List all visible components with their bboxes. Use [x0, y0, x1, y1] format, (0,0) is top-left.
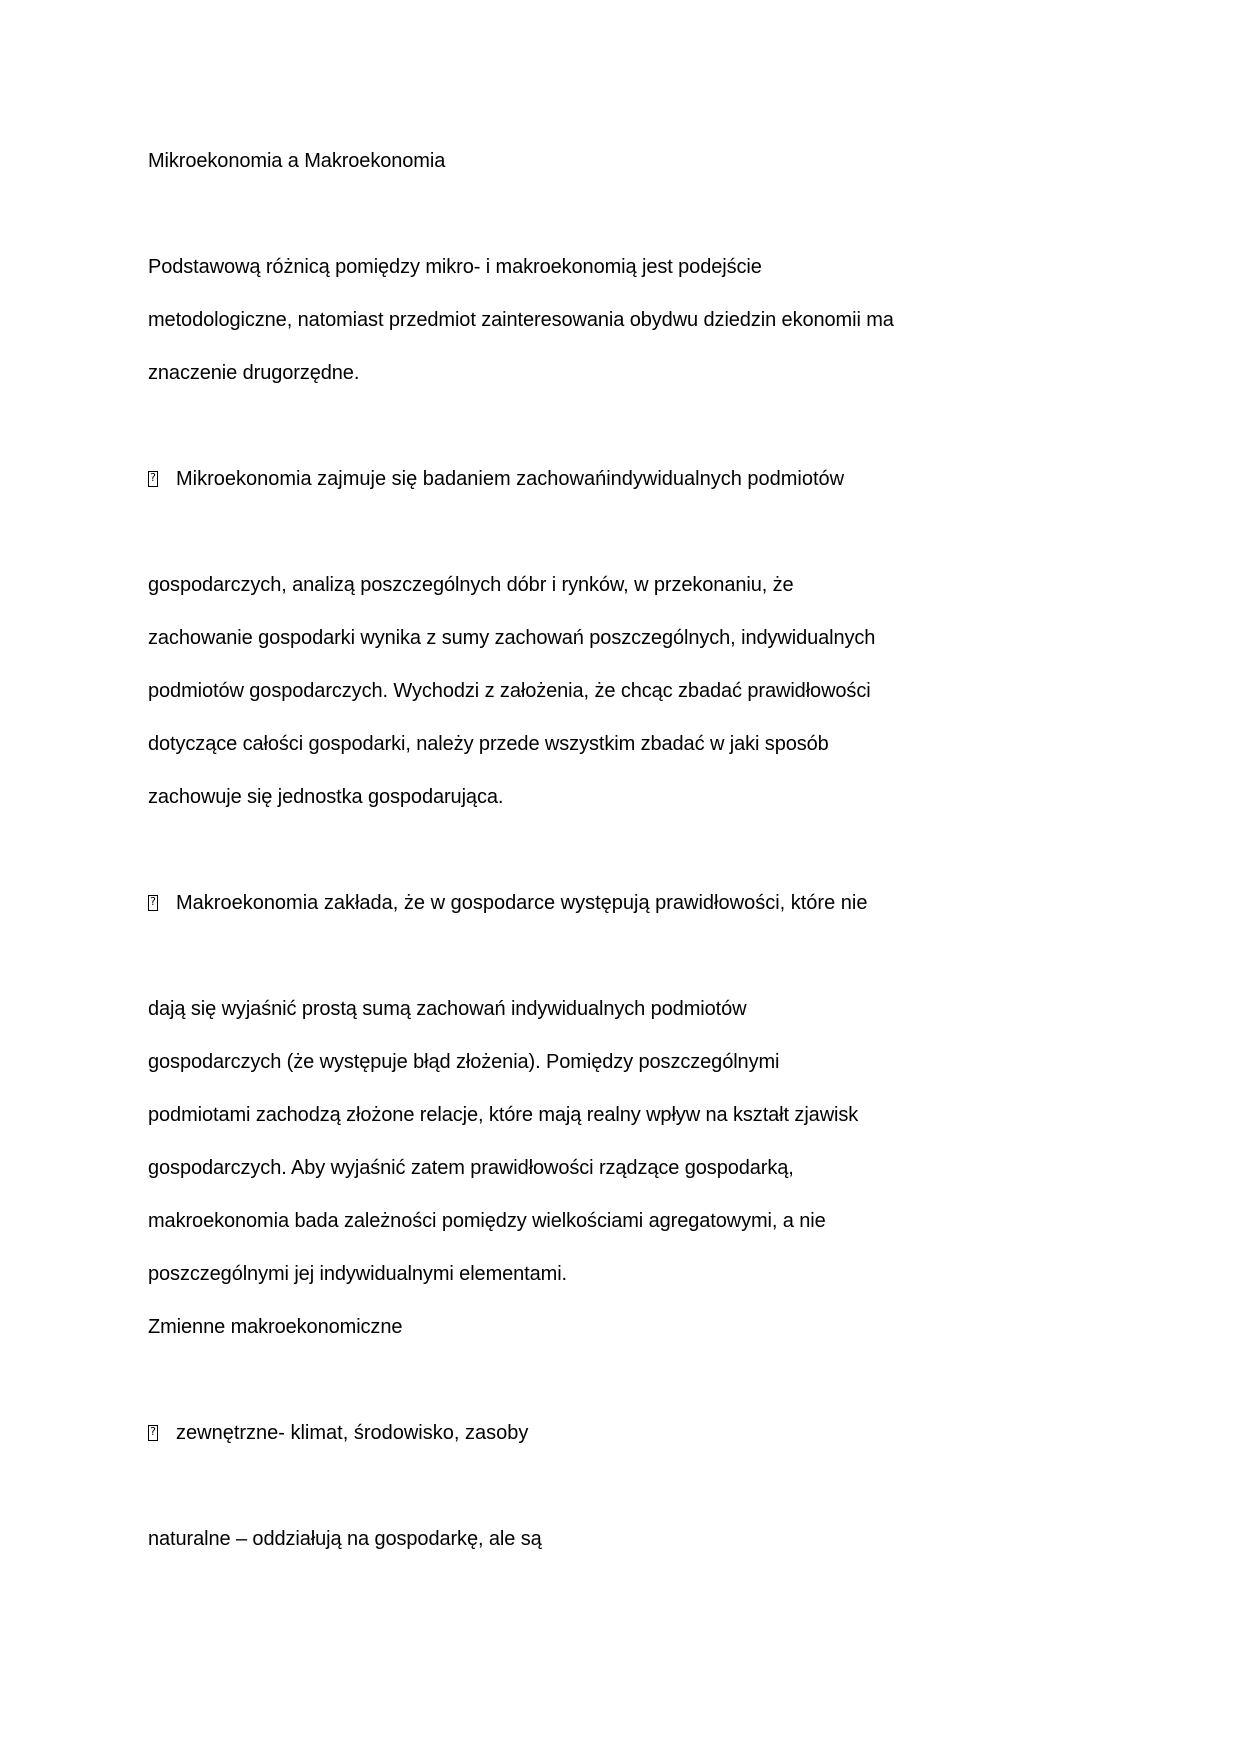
- missing-glyph-icon: [148, 471, 158, 487]
- bullet-text: zewnętrzne- klimat, środowisko, zasoby: [176, 1422, 529, 1444]
- micro-paragraph-line: podmiotów gospodarczych. Wychodzi z założenia, że chcąc zbadać prawidłowości: [148, 680, 871, 702]
- macro-paragraph-line: makroekonomia bada zależności pomiędzy wielkościami agregatowymi, a nie: [148, 1210, 826, 1232]
- macro-paragraph-line: gospodarczych. Aby wyjaśnić zatem prawidłowości rządzące gospodarką,: [148, 1157, 794, 1179]
- macro-paragraph-line: podmiotami zachodzą złożone relacje, które mają realny wpływ na kształt zjawisk: [148, 1104, 859, 1126]
- missing-glyph-icon: [148, 895, 158, 911]
- document-title: Mikroekonomia a Makroekonomia: [148, 150, 446, 172]
- bullet-text: Makroekonomia zakłada, że w gospodarce występują prawidłowości, które nie: [176, 892, 868, 914]
- missing-glyph-icon: [148, 1425, 158, 1441]
- macro-paragraph-line: dają się wyjaśnić prostą sumą zachowań indywidualnych podmiotów: [148, 998, 747, 1020]
- micro-paragraph-line: zachowuje się jednostka gospodarująca.: [148, 786, 504, 808]
- bullet-item-macro: [148, 890, 867, 916]
- bullet-text: Mikroekonomia zajmuje się badaniem zachowańindywidualnych podmiotów: [176, 468, 845, 490]
- macro-paragraph-line: gospodarczych (że występuje błąd złożenia). Pomiędzy poszczególnymi: [148, 1051, 780, 1073]
- macro-paragraph-line: poszczególnymi jej indywidualnymi elementami.: [148, 1263, 568, 1285]
- bullet-item-micro: [148, 466, 844, 492]
- intro-line: Podstawową różnicą pomiędzy mikro- i makroekonomią jest podejście: [148, 256, 762, 278]
- intro-line: znaczenie drugorzędne.: [148, 362, 360, 384]
- micro-paragraph-line: gospodarczych, analizą poszczególnych dóbr i rynków, w przekonaniu, że: [148, 574, 794, 596]
- intro-line: metodologiczne, natomiast przedmiot zainteresowania obydwu dziedzin ekonomii ma: [148, 309, 894, 331]
- paragraph-line: naturalne – oddziałują na gospodarkę, ale są: [148, 1528, 542, 1550]
- section-subheading: Zmienne makroekonomiczne: [148, 1316, 403, 1338]
- bullet-item-external: [148, 1420, 528, 1446]
- micro-paragraph-line: dotyczące całości gospodarki, należy przede wszystkim zbadać w jaki sposób: [148, 733, 829, 755]
- micro-paragraph-line: zachowanie gospodarki wynika z sumy zachowań poszczególnych, indywidualnych: [148, 627, 876, 649]
